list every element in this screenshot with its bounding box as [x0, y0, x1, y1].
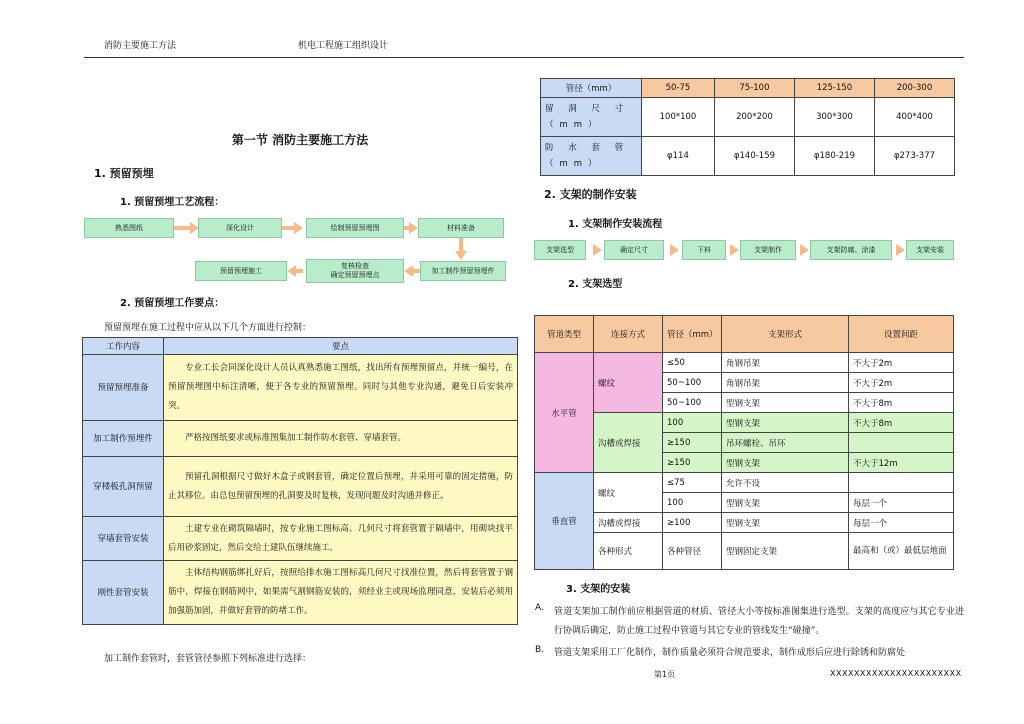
flow-step: 熟悉图纸 [84, 218, 174, 238]
table-cell: 各种形式 [594, 533, 663, 570]
table-cell: 防 水 套 管（mm） [541, 137, 642, 176]
flow-step: 加工制作预留预埋件 [420, 261, 506, 281]
table-cell: 主体结构钢筋绑扎好后，按照给排水施工图标高几何尺寸找准位置，然后将套管置于钢筋中，焊接在钢筋网中，如果需气割钢筋安装的，须经业主或现场监理同意，安装后必须用加强筋加固，并做好套管的防堵工作。 [164, 561, 518, 625]
section-2-sub2: 2. 支架选型 [568, 279, 623, 290]
table-cell: 100 [663, 493, 722, 513]
header-left: 消防主要施工方法 [104, 41, 177, 51]
section-1-intro: 预留预埋在施工过程中应从以下几个方面进行控制： [104, 323, 312, 333]
table-cell: 50~100 [663, 373, 722, 393]
table-header-row [83, 338, 518, 355]
table-cell: 100 [663, 413, 722, 433]
table-cell [849, 473, 954, 493]
flow-step: 支架安装 [906, 240, 954, 260]
table-cell: ≤75 [663, 473, 722, 493]
arrow-right-icon [593, 244, 602, 256]
list-marker: A. [535, 603, 544, 613]
table-cell: 专业工长会同深化设计人员认真熟悉施工图纸，找出所有预埋预留点，并统一编号，在预留预埋图中标注清晰，便于各专业的预留预埋。同时与其他专业沟通，避免日后安装冲突。 [164, 355, 518, 421]
flow-step: 下料 [682, 240, 726, 260]
arrow-left-icon [295, 269, 303, 273]
footer-code: XXXXXXXXXXXXXXXXXXXXXX [830, 669, 962, 678]
page-number: 第1页 [654, 670, 676, 679]
table-cell: φ180-219 [794, 137, 874, 176]
table-header: 要点 [164, 338, 518, 355]
arrow-right-icon [730, 244, 739, 256]
table-row [535, 533, 954, 570]
table-cell: 角钢吊架 [722, 353, 849, 373]
arrow-right-icon [800, 244, 809, 256]
table-cell: 加工制作预埋件 [83, 421, 164, 457]
table-row [83, 421, 518, 457]
arrow-right-icon [409, 222, 418, 234]
table-cell: 每层一个 [849, 513, 954, 533]
table-header: 设置间距 [849, 316, 954, 353]
section-1-sub1: 1. 预留预埋工艺流程： [120, 197, 225, 208]
table-cell [849, 433, 954, 453]
table-cell: 角钢吊架 [722, 373, 849, 393]
header-divider [84, 57, 964, 58]
table-cell: 预留孔洞根据尺寸做好木盒子或钢套管，确定位置后预埋，并采用可靠的固定措施，防止其移位。由总包预留预埋的孔洞要及时复核，发现问题及时沟通并修正。 [164, 457, 518, 517]
table-header: 管道类型 [535, 316, 594, 353]
table-cell: 预留预埋准备 [83, 355, 164, 421]
table-cell: 100*100 [642, 98, 715, 137]
table-row [541, 137, 955, 176]
table-cell: 最高和（或）最低层地面 [849, 533, 954, 570]
table-cell: 允许不设 [722, 473, 849, 493]
flow-step: 支架防腐、涂漆 [810, 240, 892, 260]
table-cell: 螺纹 [594, 353, 663, 413]
table-cell: φ114 [642, 137, 715, 176]
table-header: 管径（mm） [663, 316, 722, 353]
table-cell: 每层一个 [849, 493, 954, 513]
table-cell: 型钢支架 [722, 393, 849, 413]
table-cell: 土建专业在砌筑隔墙时，按专业施工图标高、几何尺寸将套管置于隔墙中，用砌块找平后用砂浆固定，然后交给土建队伍继续施工。 [164, 517, 518, 561]
arrow-down-icon [455, 251, 467, 260]
table-row [83, 457, 518, 517]
table-row [83, 517, 518, 561]
table-cell: 型钢支架 [722, 453, 849, 473]
arrow-right-icon [294, 222, 303, 234]
work-points-table [82, 337, 518, 625]
page-title: 第一节 消防主要施工方法 [231, 133, 369, 147]
section-1-heading: 1. 预留预埋 [94, 167, 154, 180]
table-cell: 50~100 [663, 393, 722, 413]
section-2-heading: 2. 支架的制作安装 [544, 188, 637, 201]
arrow-right-icon [670, 244, 679, 256]
table-cell: 型钢支架 [722, 413, 849, 433]
table-cell: 不大于8m [849, 413, 954, 433]
table-header: 支架形式 [722, 316, 849, 353]
table-cell: 留 洞 尺 寸（mm） [541, 98, 642, 137]
table-cell: 沟槽或焊接 [594, 413, 663, 473]
table-cell: 穿楼板孔洞预留 [83, 457, 164, 517]
flow-step: 复核检查 确定预留预埋点 [306, 259, 404, 283]
table-cell: ≥100 [663, 513, 722, 533]
table-cell: 螺纹 [594, 473, 663, 513]
table-cell: φ140-159 [714, 137, 794, 176]
support-selection-table [534, 315, 954, 570]
table-cell: 穿墙套管安装 [83, 517, 164, 561]
flow-step: 预留预埋施工 [195, 261, 287, 281]
table-header-row [541, 79, 955, 98]
table-row [83, 355, 518, 421]
table-cell: 型钢支架 [722, 493, 849, 513]
arrow-left-icon [412, 269, 420, 273]
install-paragraph-a: 管道支架加工制作前应根据管道的材质、管径大小等按标准图集进行选型。支架的高度应与其它专业进行协调后确定，防止施工过程中管道与其它专业的管线发生“碰撞”。 [554, 607, 964, 636]
table-row [535, 413, 954, 433]
list-marker: B. [535, 645, 545, 655]
table-header: 工作内容 [83, 338, 164, 355]
section-2-sub1: 1. 支架制作安装流程 [568, 219, 663, 230]
table-header: 50-75 [642, 79, 715, 98]
table-row [535, 513, 954, 533]
table-cell: 300*300 [794, 98, 874, 137]
table-row [83, 561, 518, 625]
table-cell: 刚性套管安装 [83, 561, 164, 625]
header-center: 机电工程施工组织设计 [298, 41, 389, 51]
flow-step: 深化设计 [198, 218, 282, 238]
table-cell: ≥150 [663, 453, 722, 473]
table-cell: 不大于2m [849, 353, 954, 373]
table-cell: 沟槽或焊接 [594, 513, 663, 533]
table-cell: 200*200 [714, 98, 794, 137]
table-header-row [535, 316, 954, 353]
arrow-down-icon [459, 238, 463, 252]
section-2-sub3: 3. 支架的安装 [566, 584, 631, 595]
section-1-outro: 加工制作套管时，套管管径参照下列标准进行选择： [104, 654, 312, 664]
flow-step: 确定尺寸 [604, 240, 664, 260]
install-paragraph-b: 管道支架采用工厂化制作，制作质量必须符合规范要求，制作成形后应进行除锈和防腐处 [554, 648, 906, 658]
table-header: 125-150 [794, 79, 874, 98]
table-header: 75-100 [714, 79, 794, 98]
table-cell: 型钢固定支架 [722, 533, 849, 570]
flow-step: 绘制预留预埋图 [306, 218, 404, 238]
table-cell: φ273-377 [874, 137, 954, 176]
table-row [535, 353, 954, 373]
table-cell: 不大于2m [849, 373, 954, 393]
table-header: 200-300 [874, 79, 954, 98]
flow-step: 支架选型 [534, 240, 586, 260]
table-cell: 各种管径 [663, 533, 722, 570]
table-cell: 吊环螺栓、吊环 [722, 433, 849, 453]
table-cell: ≥150 [663, 433, 722, 453]
table-cell: 不大于8m [849, 393, 954, 413]
table-row [541, 98, 955, 137]
table-cell: 严格按图纸要求或标准图集加工制作防水套管、穿墙套管。 [164, 421, 518, 457]
table-row [535, 473, 954, 493]
flow-step: 支架制作 [740, 240, 796, 260]
table-cell: 400*400 [874, 98, 954, 137]
section-1-sub2: 2. 预留预埋工作要点： [120, 298, 225, 309]
table-cell: ≤50 [663, 353, 722, 373]
flow-step: 材料准备 [418, 218, 504, 238]
table-cell: 型钢支架 [722, 513, 849, 533]
table-cell: 不大于12m [849, 453, 954, 473]
sleeve-size-table [540, 78, 955, 176]
arrow-right-icon [896, 244, 905, 256]
table-header: 连接方式 [594, 316, 663, 353]
table-cell: 垂直管 [535, 473, 594, 570]
table-header: 管径（mm） [541, 79, 642, 98]
table-cell: 水平管 [535, 353, 594, 473]
